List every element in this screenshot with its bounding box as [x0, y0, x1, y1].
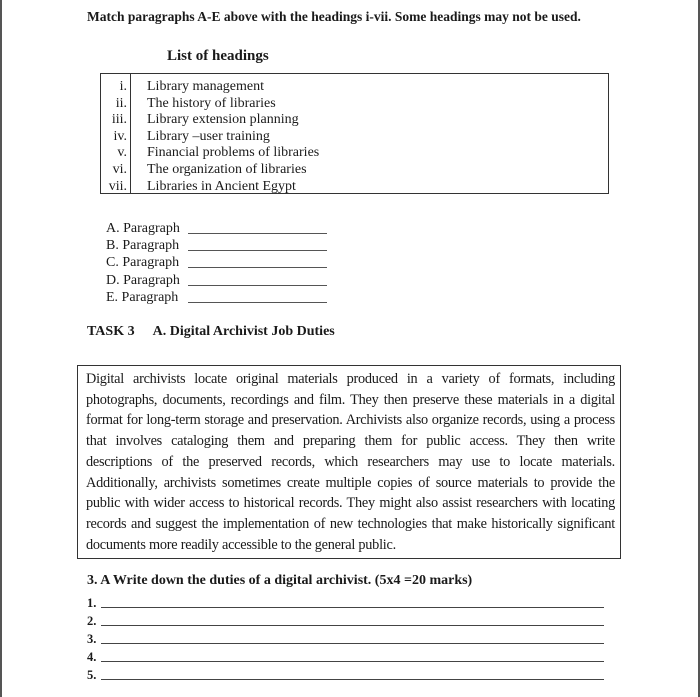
- paragraph-answer-blank[interactable]: [188, 250, 327, 251]
- answer-line[interactable]: [101, 625, 604, 626]
- heading-text: Library extension planning: [147, 112, 299, 128]
- task-label: TASK 3: [87, 324, 135, 339]
- heading-number: v.: [117, 145, 127, 161]
- heading-text: Library management: [147, 79, 265, 94]
- heading-text: Libraries in Ancient Egypt: [147, 178, 296, 194]
- heading-number: vii.: [108, 178, 127, 194]
- heading-number: iv.: [113, 128, 127, 144]
- question-heading: 3. A Write down the duties of a digital archivist. (5x4 =20 marks): [87, 573, 473, 588]
- paragraph-label: B. Paragraph: [106, 238, 180, 254]
- paragraph-answer-blank[interactable]: [188, 285, 327, 286]
- answer-number: 5.: [87, 668, 97, 682]
- answer-number: 4.: [87, 650, 97, 664]
- page-left-border: [0, 0, 2, 697]
- answer-line[interactable]: [101, 661, 604, 662]
- heading-number: ii.: [115, 95, 127, 111]
- task-subtitle: A. Digital Archivist Job Duties: [152, 324, 335, 339]
- paragraph-label: D. Paragraph: [106, 272, 180, 288]
- headings-table: [100, 73, 609, 194]
- paragraph-answer-blank[interactable]: [188, 267, 327, 268]
- answer-number: 3.: [87, 632, 97, 646]
- answer-line[interactable]: [101, 643, 604, 644]
- heading-text: The organization of libraries: [147, 162, 307, 177]
- heading-number: vi.: [112, 162, 127, 177]
- answer-number: 1.: [87, 596, 97, 610]
- task-heading: [87, 324, 335, 340]
- passage-text: Digital archivists locate original materials produced in a variety of formats, including photographs, documents, recordings and film. They then preserve these materials in a digital format for long-term storage and preservation. Archivists also organize records, using a process that involves cataloging them and preparing them for public access. They then write descriptions of the preserved records, which researchers may use to locate materials. Additionally, archivists sometimes create multiple copies of source materials to provide the public with wider access to historical records. They might also assist researchers with locating records and suggest the implementation of new technologies that make historically significant documents more readily accessible to the general public.: [86, 371, 615, 553]
- headings-table-divider: [130, 74, 131, 193]
- paragraph-answer-blank[interactable]: [188, 302, 327, 303]
- heading-number: i.: [119, 79, 127, 94]
- heading-number: iii.: [111, 112, 127, 128]
- paragraph-label: E. Paragraph: [106, 289, 179, 305]
- answer-line[interactable]: [101, 607, 604, 608]
- paragraph-label: A. Paragraph: [106, 221, 180, 236]
- headings-list-title: List of headings: [167, 48, 269, 64]
- heading-text: Library –user training: [147, 128, 270, 144]
- heading-text: The history of libraries: [147, 95, 276, 111]
- passage-box: [77, 365, 621, 559]
- matching-instruction: Match paragraphs A-E above with the headings i-vii. Some headings may not be used.: [87, 9, 581, 24]
- heading-text: Financial problems of libraries: [147, 145, 320, 161]
- answer-number: 2.: [87, 614, 97, 628]
- paragraph-answer-blank[interactable]: [188, 233, 327, 234]
- answer-line[interactable]: [101, 679, 604, 680]
- paragraph-label: C. Paragraph: [106, 255, 180, 271]
